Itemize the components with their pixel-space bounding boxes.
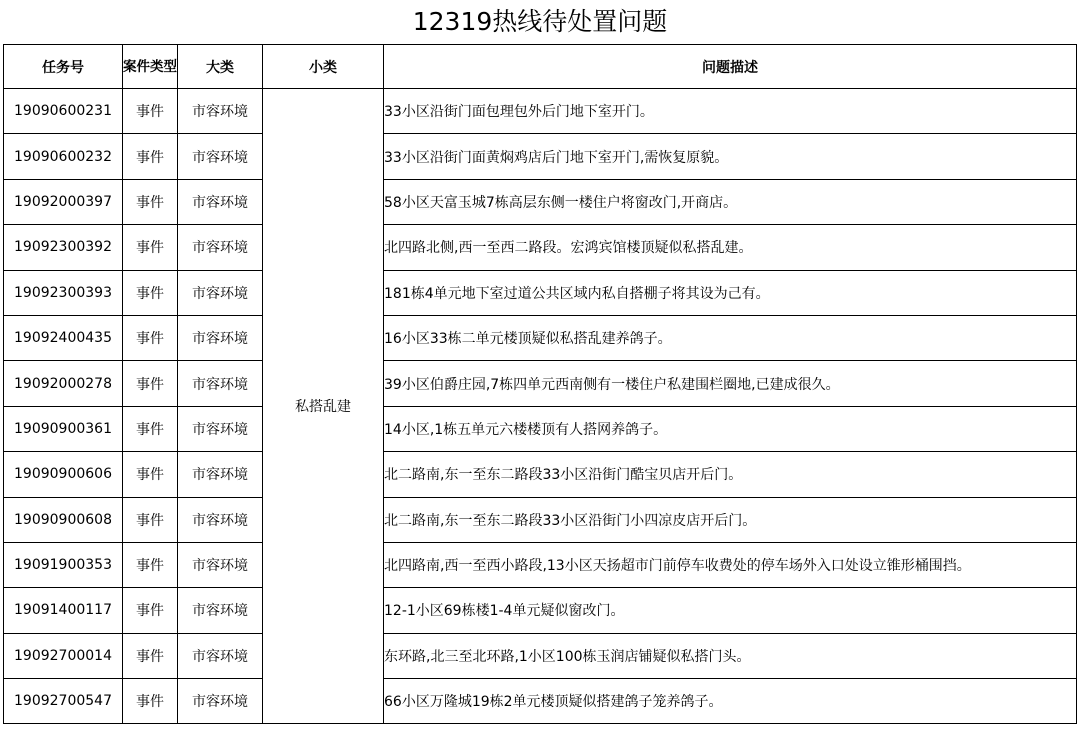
category-cell: 市容环境: [178, 452, 263, 497]
category-cell: 市容环境: [178, 225, 263, 270]
category-cell: 市容环境: [178, 588, 263, 633]
table-row: [4, 134, 1077, 179]
header-description: 问题描述: [384, 45, 1077, 89]
task-id-cell: 19090600232: [4, 134, 123, 179]
table-row: [4, 315, 1077, 360]
table-row: [4, 179, 1077, 224]
task-id-cell: 19090900606: [4, 452, 123, 497]
table-row: [4, 361, 1077, 406]
case-type-cell: 事件: [123, 679, 178, 724]
case-type-cell: 事件: [123, 270, 178, 315]
table-row: [4, 633, 1077, 678]
header-category: 大类: [178, 45, 263, 89]
table-row: [4, 225, 1077, 270]
table-row: [4, 679, 1077, 724]
case-type-cell: 事件: [123, 633, 178, 678]
category-cell: 市容环境: [178, 134, 263, 179]
table-row: [4, 588, 1077, 633]
task-id-cell: 19092000278: [4, 361, 123, 406]
task-id-cell: 19091900353: [4, 542, 123, 587]
subcategory-cell: 私搭乱建: [263, 89, 384, 724]
table-row: [4, 542, 1077, 587]
description-cell: 北二路南,东一至东二路段33小区沿街门酷宝贝店开后门。: [384, 452, 1077, 497]
task-id-cell: 19092300393: [4, 270, 123, 315]
category-cell: 市容环境: [178, 315, 263, 360]
task-id-cell: 19090900608: [4, 497, 123, 542]
task-id-cell: 19092700014: [4, 633, 123, 678]
description-cell: 14小区,1栋五单元六楼楼顶有人搭网养鸽子。: [384, 406, 1077, 451]
case-type-cell: 事件: [123, 542, 178, 587]
table-row: [4, 452, 1077, 497]
description-cell: 北四路南,西一至西小路段,13小区天扬超市门前停车收费处的停车场外入口处设立锥形桶围挡。: [384, 542, 1077, 587]
category-cell: 市容环境: [178, 542, 263, 587]
table-row: [4, 89, 1077, 134]
category-cell: 市容环境: [178, 361, 263, 406]
description-cell: 东环路,北三至北环路,1小区100栋玉润店铺疑似私搭门头。: [384, 633, 1077, 678]
category-cell: 市容环境: [178, 497, 263, 542]
task-id-cell: 19092000397: [4, 179, 123, 224]
task-id-cell: 19091400117: [4, 588, 123, 633]
case-type-cell: 事件: [123, 361, 178, 406]
case-type-cell: 事件: [123, 89, 178, 134]
task-id-cell: 19092700547: [4, 679, 123, 724]
header-subcategory: 小类: [263, 45, 384, 89]
case-type-cell: 事件: [123, 452, 178, 497]
description-cell: 12-1小区69栋楼1-4单元疑似窗改门。: [384, 588, 1077, 633]
case-type-cell: 事件: [123, 315, 178, 360]
description-cell: 北二路南,东一至东二路段33小区沿街门小四凉皮店开后门。: [384, 497, 1077, 542]
header-task-id: 任务号: [4, 45, 123, 89]
category-cell: 市容环境: [178, 270, 263, 315]
task-id-cell: 19092300392: [4, 225, 123, 270]
table-header-row: [4, 45, 1077, 89]
case-type-cell: 事件: [123, 134, 178, 179]
description-cell: 北四路北侧,西一至西二路段。宏鸿宾馆楼顶疑似私搭乱建。: [384, 225, 1077, 270]
category-cell: 市容环境: [178, 633, 263, 678]
description-cell: 33小区沿街门面黄焖鸡店后门地下室开门,需恢复原貌。: [384, 134, 1077, 179]
case-type-cell: 事件: [123, 406, 178, 451]
task-id-cell: 19090600231: [4, 89, 123, 134]
description-cell: 16小区33栋二单元楼顶疑似私搭乱建养鸽子。: [384, 315, 1077, 360]
table-row: [4, 270, 1077, 315]
description-cell: 181栋4单元地下室过道公共区域内私自搭棚子将其设为己有。: [384, 270, 1077, 315]
page-title: 12319热线待处置问题: [412, 7, 668, 36]
table-row: [4, 406, 1077, 451]
category-cell: 市容环境: [178, 89, 263, 134]
description-cell: 33小区沿街门面包理包外后门地下室开门。: [384, 89, 1077, 134]
description-cell: 66小区万隆城19栋2单元楼顶疑似搭建鸽子笼养鸽子。: [384, 679, 1077, 724]
category-cell: 市容环境: [178, 679, 263, 724]
category-cell: 市容环境: [178, 406, 263, 451]
case-type-cell: 事件: [123, 497, 178, 542]
case-type-cell: 事件: [123, 588, 178, 633]
table-row: [4, 497, 1077, 542]
category-cell: 市容环境: [178, 179, 263, 224]
description-cell: 58小区天富玉城7栋高层东侧一楼住户将窗改门,开商店。: [384, 179, 1077, 224]
issues-table: [3, 44, 1077, 724]
case-type-cell: 事件: [123, 225, 178, 270]
task-id-cell: 19092400435: [4, 315, 123, 360]
table-body: [4, 89, 1077, 724]
task-id-cell: 19090900361: [4, 406, 123, 451]
description-cell: 39小区伯爵庄园,7栋四单元西南侧有一楼住户私建围栏圈地,已建成很久。: [384, 361, 1077, 406]
header-case-type: 案件类型: [123, 45, 178, 89]
case-type-cell: 事件: [123, 179, 178, 224]
